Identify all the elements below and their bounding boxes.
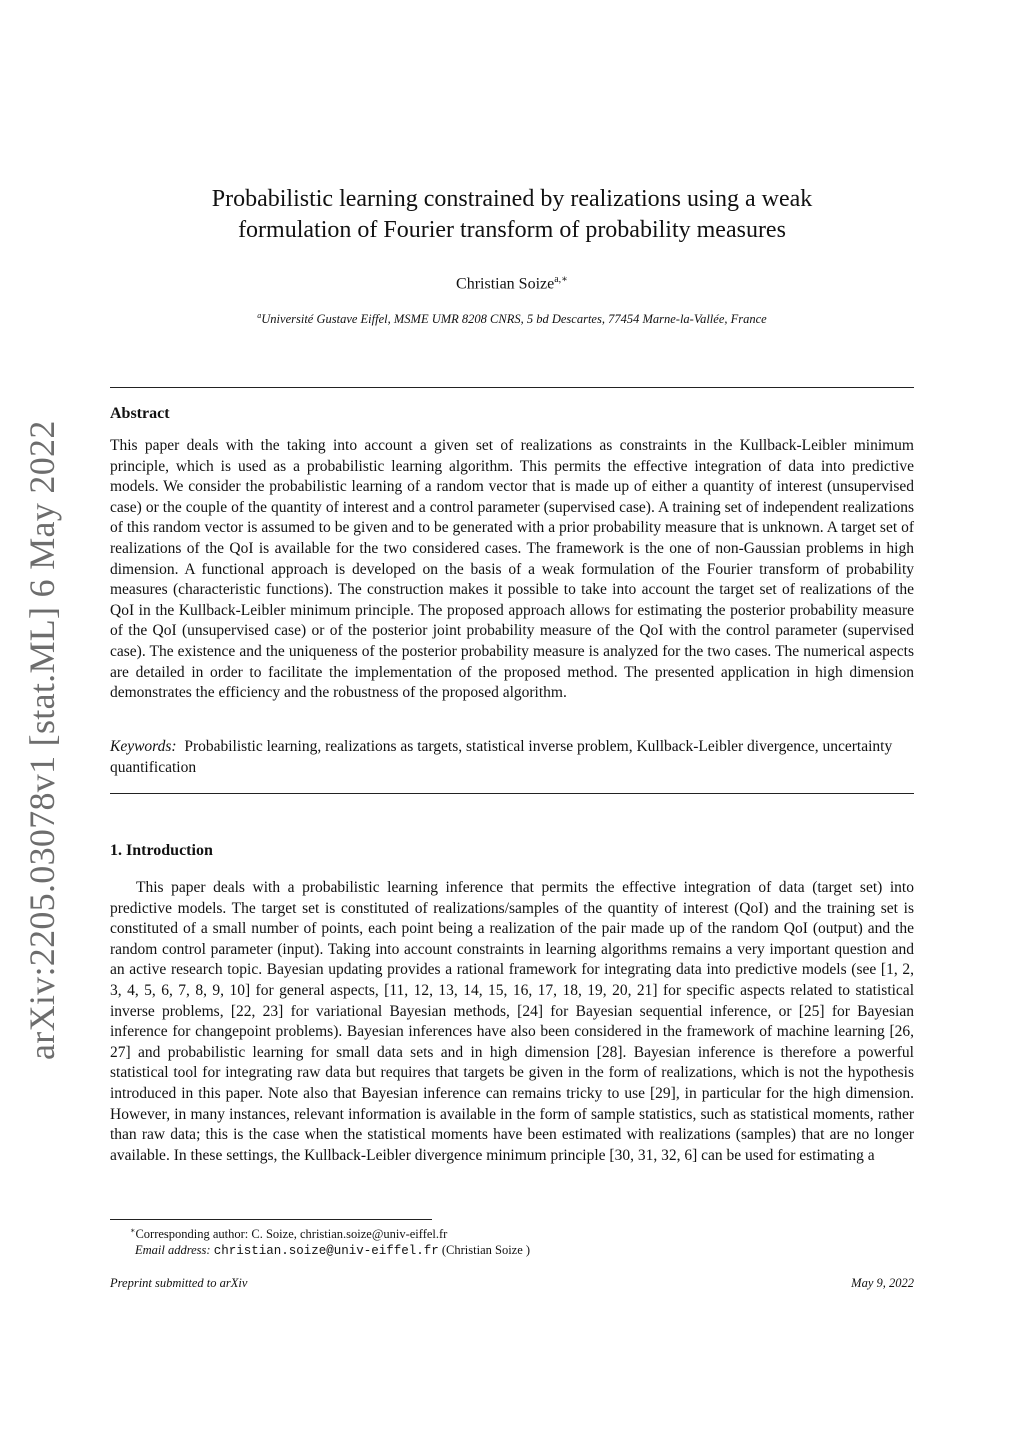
abstract-bottom-rule xyxy=(110,793,914,794)
title-line-1: Probabilistic learning constrained by realizations using a weak xyxy=(211,186,813,212)
email-owner: (Christian Soize ) xyxy=(441,1243,531,1257)
footer-date: May 9, 2022 xyxy=(851,1276,914,1290)
footer-preprint-note: Preprint submitted to arXiv xyxy=(110,1276,248,1290)
author-marks: a,∗ xyxy=(554,274,568,285)
section-heading-introduction: 1. Introduction xyxy=(110,842,213,859)
paper-title xyxy=(150,184,874,246)
footnote-corresponding-text: Corresponding author: C. Soize, christian.soize@univ-eiffel.fr xyxy=(135,1227,448,1242)
affiliation-mark: a xyxy=(257,311,262,320)
introduction-body: This paper deals with a probabilistic learning inference that permits the effective integration of data (target set) into predictive models. The target set is constituted of realizations/samples of the quantity of interest (QoI) and the training set is constituted of a small number of points, each point being a realization of the pair made up of the random QoI (output) and the random control parameter (input). Taking into account constraints in learning algorithms remains a very important question and an active research topic. Bayesian updating provides a rational framework for integrating data into predictive models (see [1, 2, 3, 4, 5, 6, 7, 8, 9, 10] for general aspects, [11, 12, 13, 14, 15, 16, 17, 18, 19, 20, 21] for specific aspects related to statistical inverse problems, [22, 23] for variational Bayesian methods, [24] for Bayesian sequential inference, or [25] for Bayesian inference for changepoint problems). Bayesian inferences have also been considered in the framework of machine learning [26, 27] and probabilistic learning for small data sets and in high dimension [28]. Bayesian inference is therefore a powerful statistical tool for integrating raw data but requires that targets be given in the form of realizations, which is not the hypothesis introduced in this paper. Note also that Bayesian inference can remains tricky to use [29], in particular for the high dimension. However, in many instances, relevant information is available in the form of sample statistics, such as statistical moments, rather than raw data; this is the case when the statistical moments have been estimated with realizations (samples) that are no longer available. In these settings, the Kullback-Leibler divergence minimum principle [30, 31, 32, 6] can be used for estimating a xyxy=(110,879,914,1164)
abstract-heading: Abstract xyxy=(110,405,170,422)
author-line xyxy=(150,274,874,293)
arxiv-identifier-stamp: arXiv:2205.03078v1 [stat.ML] 6 May 2022 xyxy=(22,420,62,1060)
title-line-2: formulation of Fourier transform of probability measures xyxy=(238,217,786,243)
footnote-corresponding xyxy=(130,1226,934,1242)
keywords-label: Keywords: xyxy=(110,738,177,755)
footnote-rule xyxy=(110,1219,432,1220)
keywords xyxy=(110,737,914,778)
affiliation xyxy=(110,311,914,327)
abstract-body: This paper deals with the taking into account a given set of realizations as constraints in the Kullback-Leibler minimum principle, which is used as a probabilistic learning algorithm. This permits the effective integration of data into predictive models. We consider the probabilistic learning of a random vector that is made up of either a quantity of interest (unsupervised case) or the couple of the quantity of interest and a control parameter (supervised case). A training set of independent realizations of this random vector is assumed to be given and to be generated with a prior probability measure that is unknown. A target set of realizations of the QoI is available for the two considered cases. The framework is the one of non-Gaussian problems in high dimension. A functional approach is developed on the basis of a weak formulation of the Fourier transform of probability measures (characteristic functions). The construction makes it possible to take into account the target set of realizations of the QoI in the Kullback-Leibler minimum principle. The proposed approach allows for estimating the posterior probability measure of the QoI (unsupervised case) or of the posterior joint probability measure of the QoI with the control parameter (supervised case). The existence and the uniqueness of the posterior probability measure is analyzed for the two cases. The numerical aspects are detailed in order to facilitate the implementation of the proposed method. The presented application in high dimension demonstrates the efficiency and the robustness of the proposed algorithm. xyxy=(110,437,914,702)
abstract-top-rule xyxy=(110,387,914,388)
keywords-text: Probabilistic learning, realizations as targets, statistical inverse problem, Kullback-Leibler divergence, uncertainty quantification xyxy=(110,738,893,776)
footnote-mark: ∗ xyxy=(130,1226,136,1235)
footnote-email xyxy=(135,1243,939,1258)
author-name: Christian Soize xyxy=(456,275,555,293)
affiliation-text: Université Gustave Eiffel, MSME UMR 8208 CNRS, 5 bd Descartes, 77454 Marne-la-Vallée, France xyxy=(261,312,767,327)
email-address-link[interactable]: christian.soize@univ-eiffel.fr xyxy=(213,1244,439,1258)
email-label: Email address: xyxy=(135,1243,211,1257)
